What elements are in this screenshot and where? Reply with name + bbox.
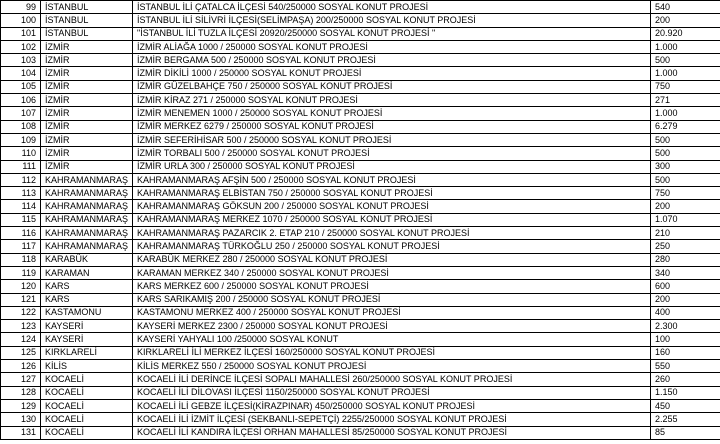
table-row — [1, 213, 720, 226]
city-cell: KIRKLARELİ — [41, 346, 133, 359]
housing-count-cell: 160 — [651, 346, 720, 359]
row-number: 111 — [1, 160, 41, 173]
project-name-cell: İZMİR SEFERİHİSAR 500 / 250000 SOSYAL KONUT PROJESİ — [133, 133, 651, 146]
row-number: 128 — [1, 386, 41, 399]
row-number: 116 — [1, 227, 41, 240]
table-body — [1, 1, 720, 440]
project-name-cell: KOCAELİ İLİ KANDIRA İLÇESİ ORHAN MAHALLESİ 85/250000 SOSYAL KONUT PROJESİ — [133, 426, 651, 439]
row-number: 112 — [1, 173, 41, 186]
city-cell: KOCAELİ — [41, 413, 133, 426]
table-row — [1, 80, 720, 93]
project-name-cell: KOCAELİ İLİ DERİNCE İLÇESİ SOPALI MAHALLESİ 260/250000 SOSYAL KONUT PROJESİ — [133, 373, 651, 386]
housing-count-cell: 200 — [651, 293, 720, 306]
row-number: 121 — [1, 293, 41, 306]
row-number: 122 — [1, 306, 41, 319]
city-cell: KAHRAMANMARAŞ — [41, 200, 133, 213]
row-number: 113 — [1, 187, 41, 200]
housing-count-cell: 2.255 — [651, 413, 720, 426]
housing-count-cell: 260 — [651, 373, 720, 386]
city-cell: İZMİR — [41, 54, 133, 67]
table-row — [1, 253, 720, 266]
project-name-cell: "İSTANBUL İLİ TUZLA İLÇESİ 20920/250000 SOSYAL KONUT PROJESİ " — [133, 27, 651, 40]
table-row — [1, 54, 720, 67]
city-cell: İZMİR — [41, 67, 133, 80]
project-name-cell: KAHRAMANMARAŞ ELBİSTAN 750 / 250000 SOSYAL KONUT PROJESİ — [133, 187, 651, 200]
table-row — [1, 280, 720, 293]
table-row — [1, 94, 720, 107]
city-cell: İZMİR — [41, 40, 133, 53]
row-number: 123 — [1, 320, 41, 333]
table-row — [1, 173, 720, 186]
table-row — [1, 293, 720, 306]
city-cell: KOCAELİ — [41, 386, 133, 399]
table-row — [1, 240, 720, 253]
project-name-cell: KOCAELİ İLİ İZMİT İLÇESİ (SEKBANLI-SEPETÇİ) 2255/250000 SOSYAL KONUT PROJESİ — [133, 413, 651, 426]
city-cell: İZMİR — [41, 107, 133, 120]
housing-count-cell: 550 — [651, 360, 720, 373]
housing-count-cell: 1.150 — [651, 386, 720, 399]
row-number: 103 — [1, 54, 41, 67]
city-cell: KARAMAN — [41, 266, 133, 279]
housing-count-cell: 271 — [651, 94, 720, 107]
housing-count-cell: 600 — [651, 280, 720, 293]
city-cell: KAYSERİ — [41, 333, 133, 346]
housing-count-cell: 340 — [651, 266, 720, 279]
project-name-cell: İZMİR URLA 300 / 250000 SOSYAL KONUT PROJESİ — [133, 160, 651, 173]
row-number: 106 — [1, 94, 41, 107]
row-number: 102 — [1, 40, 41, 53]
city-cell: KOCAELİ — [41, 373, 133, 386]
city-cell: KARS — [41, 293, 133, 306]
project-name-cell: KAHRAMANMARAŞ PAZARCIK 2. ETAP 210 / 250000 SOSYAL KONUT PROJESİ — [133, 227, 651, 240]
table-row — [1, 40, 720, 53]
project-name-cell: KARABÜK MERKEZ 280 / 250000 SOSYAL KONUT PROJESİ — [133, 253, 651, 266]
city-cell: KİLİS — [41, 360, 133, 373]
table-row — [1, 160, 720, 173]
housing-count-cell: 500 — [651, 133, 720, 146]
project-name-cell: KAHRAMANMARAŞ TÜRKOĞLU 250 / 250000 SOSYAL KONUT PROJESİ — [133, 240, 651, 253]
project-name-cell: KOCAELİ İLİ GEBZE İLÇESİ(KİRAZPINAR) 450/250000 SOSYAL KONUT PROJESİ — [133, 399, 651, 412]
city-cell: KAHRAMANMARAŞ — [41, 213, 133, 226]
row-number: 108 — [1, 120, 41, 133]
table-row — [1, 306, 720, 319]
table-row — [1, 373, 720, 386]
row-number: 119 — [1, 266, 41, 279]
project-name-cell: KARS MERKEZ 600 / 250000 SOSYAL KONUT PROJESİ — [133, 280, 651, 293]
housing-count-cell: 1.000 — [651, 40, 720, 53]
housing-count-cell: 400 — [651, 306, 720, 319]
table-row — [1, 187, 720, 200]
city-cell: KAHRAMANMARAŞ — [41, 227, 133, 240]
row-number: 129 — [1, 399, 41, 412]
project-name-cell: KAYSERİ YAHYALI 100 /250000 SOSYAL KONUT — [133, 333, 651, 346]
project-name-cell: KAHRAMANMARAŞ GÖKSUN 200 / 250000 SOSYAL KONUT PROJESİ — [133, 200, 651, 213]
table-row — [1, 360, 720, 373]
city-cell: İSTANBUL — [41, 1, 133, 14]
table-row — [1, 266, 720, 279]
project-name-cell: KİLİS MERKEZ 550 / 250000 SOSYAL KONUT PROJESİ — [133, 360, 651, 373]
housing-count-cell: 200 — [651, 14, 720, 27]
table-row — [1, 107, 720, 120]
table-row — [1, 346, 720, 359]
table-row — [1, 426, 720, 439]
housing-count-cell: 85 — [651, 426, 720, 439]
housing-count-cell: 750 — [651, 187, 720, 200]
project-name-cell: KAYSERİ MERKEZ 2300 / 250000 SOSYAL KONUT PROJESİ — [133, 320, 651, 333]
row-number: 101 — [1, 27, 41, 40]
city-cell: KARABÜK — [41, 253, 133, 266]
housing-count-cell: 500 — [651, 147, 720, 160]
city-cell: KOCAELİ — [41, 399, 133, 412]
table-row — [1, 320, 720, 333]
project-name-cell: İZMİR GÜZELBAHÇE 750 / 250000 SOSYAL KONUT PROJESİ — [133, 80, 651, 93]
housing-count-cell: 750 — [651, 80, 720, 93]
row-number: 120 — [1, 280, 41, 293]
city-cell: İSTANBUL — [41, 14, 133, 27]
row-number: 104 — [1, 67, 41, 80]
table-row — [1, 147, 720, 160]
housing-count-cell: 1.000 — [651, 107, 720, 120]
row-number: 114 — [1, 200, 41, 213]
city-cell: İZMİR — [41, 147, 133, 160]
table-row — [1, 1, 720, 14]
table-row — [1, 413, 720, 426]
project-name-cell: İSTANBUL İLİ ÇATALCA İLÇESİ 540/250000 SOSYAL KONUT PROJESİ — [133, 1, 651, 14]
city-cell: KAHRAMANMARAŞ — [41, 240, 133, 253]
table-row — [1, 27, 720, 40]
city-cell: KAYSERİ — [41, 320, 133, 333]
housing-count-cell: 6.279 — [651, 120, 720, 133]
city-cell: İZMİR — [41, 120, 133, 133]
housing-count-cell: 250 — [651, 240, 720, 253]
city-cell: KOCAELİ — [41, 426, 133, 439]
housing-count-cell: 500 — [651, 173, 720, 186]
project-name-cell: İZMİR BERGAMA 500 / 250000 SOSYAL KONUT PROJESİ — [133, 54, 651, 67]
row-number: 100 — [1, 14, 41, 27]
project-name-cell: KAHRAMANMARAŞ MERKEZ 1070 / 250000 SOSYAL KONUT PROJESİ — [133, 213, 651, 226]
housing-count-cell: 200 — [651, 200, 720, 213]
project-name-cell: KASTAMONU MERKEZ 400 / 250000 SOSYAL KONUT PROJESİ — [133, 306, 651, 319]
table-row — [1, 14, 720, 27]
table-row — [1, 399, 720, 412]
table-row — [1, 200, 720, 213]
housing-count-cell: 100 — [651, 333, 720, 346]
row-number: 105 — [1, 80, 41, 93]
project-name-cell: İZMİR TORBALI 500 / 250000 SOSYAL KONUT PROJESİ — [133, 147, 651, 160]
row-number: 118 — [1, 253, 41, 266]
project-name-cell: İZMİR MENEMEN 1000 / 250000 SOSYAL KONUT PROJESİ — [133, 107, 651, 120]
table-row — [1, 333, 720, 346]
project-name-cell: KAHRAMANMARAŞ AFŞİN 500 / 250000 SOSYAL KONUT PROJESİ — [133, 173, 651, 186]
housing-count-cell: 300 — [651, 160, 720, 173]
project-name-cell: KARAMAN MERKEZ 340 / 250000 SOSYAL KONUT PROJESİ — [133, 266, 651, 279]
housing-count-cell: 540 — [651, 1, 720, 14]
project-name-cell: KARS SARIKAMIŞ 200 / 250000 SOSYAL KONUT PROJESİ — [133, 293, 651, 306]
row-number: 124 — [1, 333, 41, 346]
table-row — [1, 67, 720, 80]
row-number: 131 — [1, 426, 41, 439]
housing-count-cell: 450 — [651, 399, 720, 412]
row-number: 115 — [1, 213, 41, 226]
project-name-cell: İSTANBUL İLİ SİLİVRİ İLÇESİ(SELİMPAŞA) 200/250000 SOSYAL KONUT PROJESİ — [133, 14, 651, 27]
city-cell: KAHRAMANMARAŞ — [41, 173, 133, 186]
project-name-cell: İZMİR DİKİLİ 1000 / 250000 SOSYAL KONUT PROJESİ — [133, 67, 651, 80]
city-cell: İZMİR — [41, 160, 133, 173]
city-cell: İZMİR — [41, 80, 133, 93]
housing-count-cell: 280 — [651, 253, 720, 266]
project-name-cell: İZMİR ALİAĞA 1000 / 250000 SOSYAL KONUT PROJESİ — [133, 40, 651, 53]
table-row — [1, 120, 720, 133]
housing-count-cell: 20.920 — [651, 27, 720, 40]
project-name-cell: KOCAELİ İLİ DİLOVASI İLÇESİ 1150/250000 SOSYAL KONUT PROJESİ — [133, 386, 651, 399]
housing-count-cell: 500 — [651, 54, 720, 67]
housing-count-cell: 1.070 — [651, 213, 720, 226]
city-cell: İSTANBUL — [41, 27, 133, 40]
project-name-cell: İZMİR MERKEZ 6279 / 250000 SOSYAL KONUT PROJESİ — [133, 120, 651, 133]
row-number: 117 — [1, 240, 41, 253]
row-number: 99 — [1, 1, 41, 14]
housing-count-cell: 1.000 — [651, 67, 720, 80]
housing-count-cell: 210 — [651, 227, 720, 240]
table-row — [1, 386, 720, 399]
row-number: 109 — [1, 133, 41, 146]
row-number: 125 — [1, 346, 41, 359]
city-cell: KARS — [41, 280, 133, 293]
project-name-cell: İZMİR KİRAZ 271 / 250000 SOSYAL KONUT PROJESİ — [133, 94, 651, 107]
row-number: 110 — [1, 147, 41, 160]
row-number: 107 — [1, 107, 41, 120]
row-number: 126 — [1, 360, 41, 373]
city-cell: İZMİR — [41, 133, 133, 146]
city-cell: KAHRAMANMARAŞ — [41, 187, 133, 200]
housing-count-cell: 2.300 — [651, 320, 720, 333]
row-number: 130 — [1, 413, 41, 426]
city-cell: KASTAMONU — [41, 306, 133, 319]
table-row — [1, 133, 720, 146]
row-number: 127 — [1, 373, 41, 386]
city-cell: İZMİR — [41, 94, 133, 107]
table-row — [1, 227, 720, 240]
project-name-cell: KIRKLARELİ İLİ MERKEZ İLÇESİ 160/250000 SOSYAL KONUT PROJESİ — [133, 346, 651, 359]
